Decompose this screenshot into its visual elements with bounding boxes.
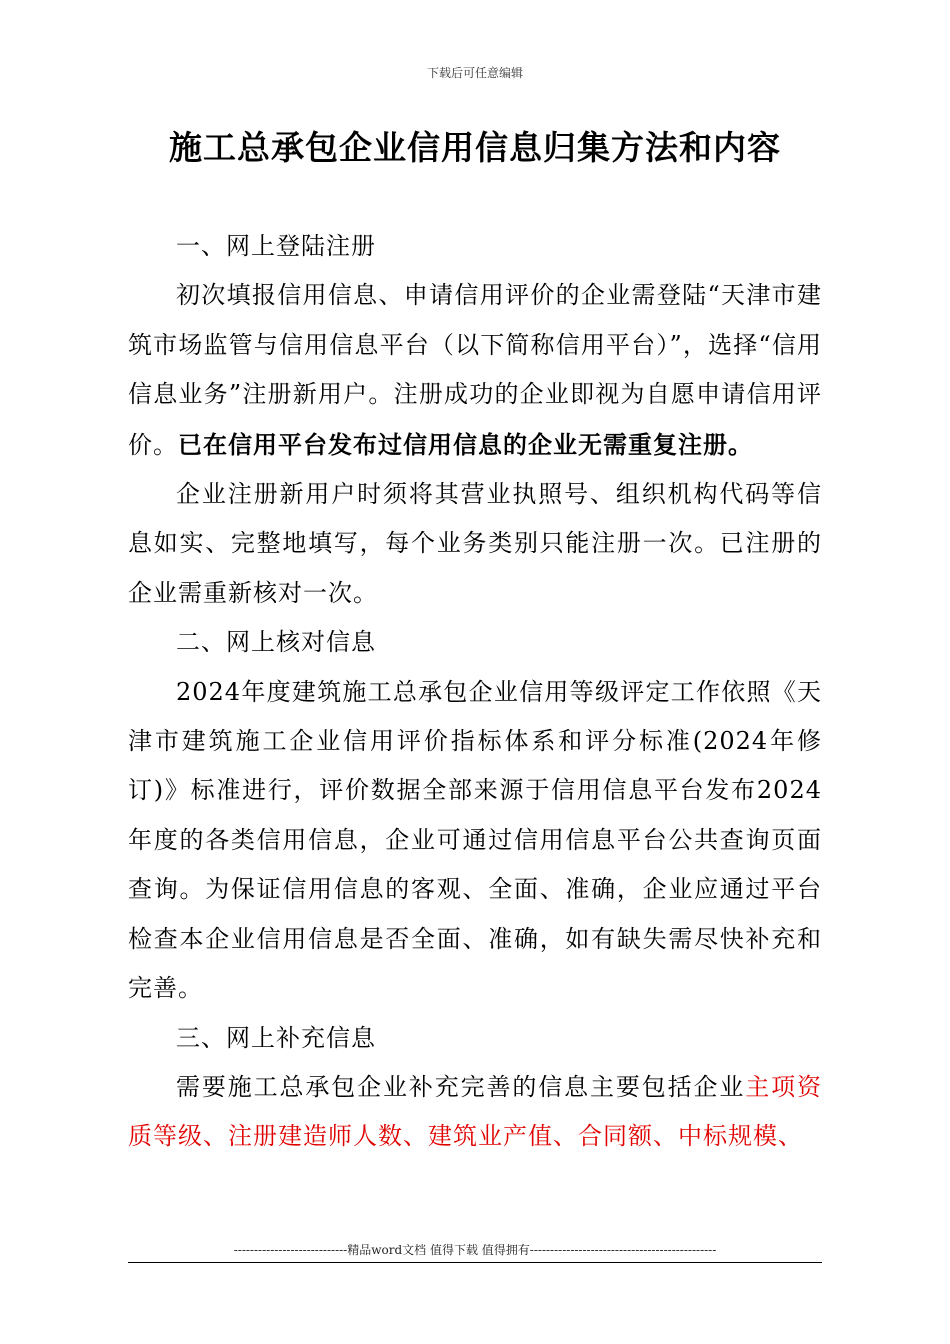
document-body — [128, 222, 822, 1162]
page-header-note: 下载后可任意编辑 — [426, 66, 523, 80]
section-1-paragraph-2: 企业注册新用户时须将其营业执照号、组织机构代码等信息如实、完整地填写，每个业务类别只能注册一次。已注册的企业需重新核对一次。 — [128, 480, 822, 607]
section-3-paragraph-1-red: 主项资质等级、注册建造师人数、建筑业产值、合同额、中标规模、 — [128, 1072, 822, 1151]
page-footer-note: ----------------------------精品word文档 值得下载 值得拥有---------------------------------------------- — [233, 1243, 717, 1257]
section-3-paragraph-1-text: 需要施工总承包企业补充完善的信息主要包括企业 — [176, 1072, 746, 1101]
section-1-heading: 一、网上登陆注册 — [176, 232, 376, 260]
section-1-paragraph-1-text: 初次填报信用信息、申请信用评价的企业需登陆“天津市建筑市场监管与信用信息平台（以下简称信用平台）”，选择“信用信息业务”注册新用户。注册成功的企业即视为自愿申请信用评价。 — [128, 281, 822, 459]
section-2-heading: 二、网上核对信息 — [176, 628, 376, 657]
section-1-paragraph-1-bold: 已在信用平台发布过信用信息的企业无需重复注册。 — [178, 429, 753, 459]
section-3-paragraph-1 — [128, 1063, 822, 1162]
section-1-paragraph-1 — [128, 271, 822, 470]
footer-divider — [128, 1262, 822, 1263]
section-2-paragraph-1: 2024年度建筑施工总承包企业信用等级评定工作依照《天津市建筑施工企业信用评价指标体系和评分标准(2024年修订)》标准进行，评价数据全部来源于信用信息平台发布2024年度的各类信用信息，企业可通过信用信息平台公共查询页面查询。为保证信用信息的客观、全面、准确，企业应通过平台检查本企业信用信息是否全面、准确，如有缺失需尽快补充和完善。 — [128, 677, 822, 1003]
section-3-heading: 三、网上补充信息 — [176, 1023, 376, 1052]
document-title: 施工总承包企业信用信息归集方法和内容 — [169, 128, 781, 167]
